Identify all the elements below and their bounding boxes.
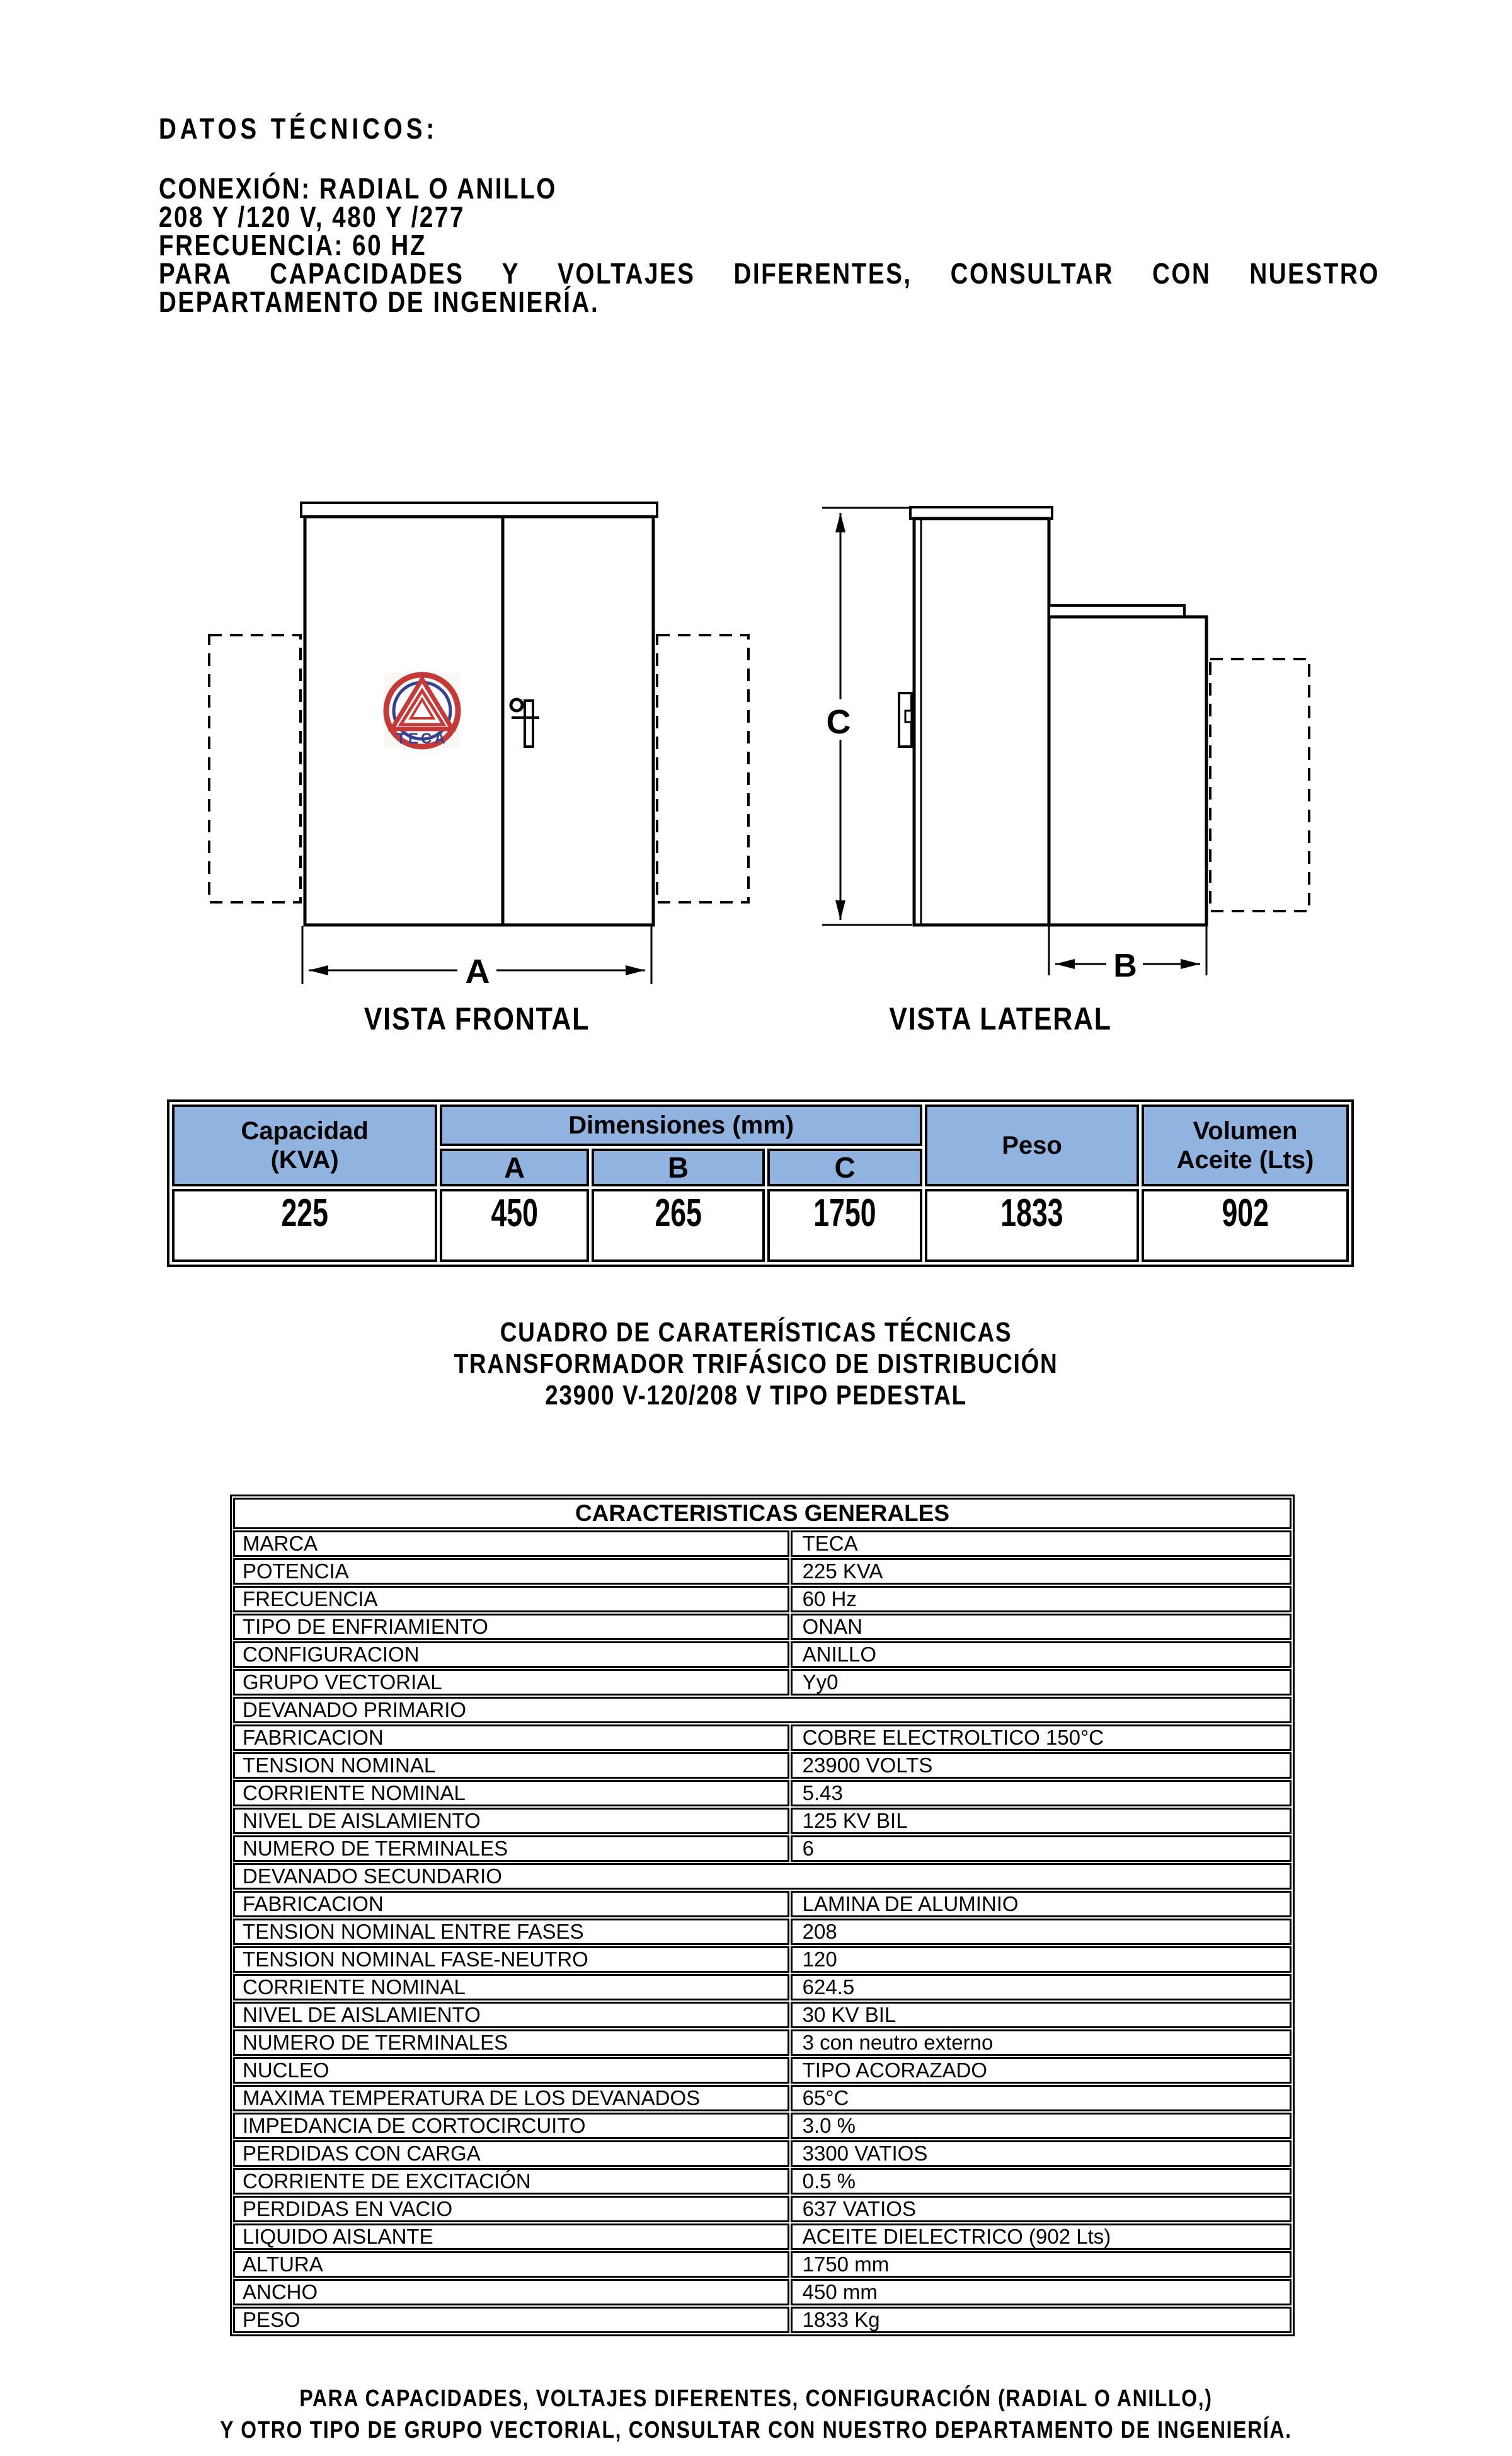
spec-value: TIPO ACORAZADO xyxy=(791,2057,1292,2084)
spec-row xyxy=(233,1669,1292,1696)
spec-value: 450 mm xyxy=(791,2279,1292,2305)
spec-label: NIVEL DE AISLAMIENTO xyxy=(233,2002,789,2028)
spec-label: TENSION NOMINAL ENTRE FASES xyxy=(233,1919,789,1945)
spec-value: 65°C xyxy=(791,2085,1292,2111)
spec-row xyxy=(233,1835,1292,1862)
dimension-a-label: A xyxy=(465,953,490,990)
spec-row xyxy=(233,2224,1292,2250)
spec-value: 120 xyxy=(791,1946,1292,1973)
spec-value: 0.5 % xyxy=(791,2168,1292,2195)
characteristics-title-row xyxy=(233,1498,1292,1529)
technical-notes xyxy=(159,112,1380,318)
spec-row xyxy=(233,1530,1292,1557)
spec-row xyxy=(233,2113,1292,2139)
spec-label: PERDIDAS CON CARGA xyxy=(233,2140,789,2167)
spec-row xyxy=(233,1558,1292,1585)
spec-value: 3 con neutro externo xyxy=(791,2029,1292,2056)
spec-value: 208 xyxy=(791,1919,1292,1945)
side-tank-lid xyxy=(1049,605,1184,617)
spec-value: 1833 Kg xyxy=(791,2307,1292,2333)
heading-line-2: TRANSFORMADOR TRIFÁSICO DE DISTRIBUCIÓN xyxy=(454,1348,1058,1379)
spec-value: 624.5 xyxy=(791,1974,1292,2000)
side-door-handle xyxy=(899,693,912,747)
side-tank-body xyxy=(1049,617,1206,925)
spec-row xyxy=(233,2168,1292,2195)
dimensions-table xyxy=(167,1099,1354,1267)
spec-label: CORRIENTE NOMINAL xyxy=(233,1974,789,2000)
spec-label: MARCA xyxy=(233,1530,789,1557)
dimensions-header: Dimensiones (mm) xyxy=(440,1105,922,1146)
spec-value: 3.0 % xyxy=(791,2113,1292,2139)
spec-value: ANILLO xyxy=(791,1641,1292,1668)
spec-label: IMPEDANCIA DE CORTOCIRCUITO xyxy=(233,2113,789,2139)
spec-row xyxy=(233,1586,1292,1612)
spec-row xyxy=(233,2196,1292,2222)
spec-row xyxy=(233,1614,1292,1640)
spec-label: POTENCIA xyxy=(233,1558,789,1585)
spec-row xyxy=(233,1808,1292,1834)
spec-label: ALTURA xyxy=(233,2251,789,2278)
spec-label: TIPO DE ENFRIAMIENTO xyxy=(233,1614,789,1640)
spec-line-voltages: 208 Y /120 V, 480 Y /277 xyxy=(159,200,465,233)
teca-logo-text: TECA xyxy=(396,730,448,747)
spec-row xyxy=(233,2029,1292,2056)
heading-line-1: CUADRO DE CARATERÍSTICAS TÉCNICAS xyxy=(500,1317,1012,1348)
spec-value: 125 KV BIL xyxy=(791,1808,1292,1834)
spec-line-frecuencia: FRECUENCIA: 60 HZ xyxy=(159,229,427,261)
side-view-drawing xyxy=(821,507,1309,984)
dimension-a xyxy=(302,926,651,990)
spec-value: LAMINA DE ALUMINIO xyxy=(791,1891,1292,1917)
spec-label: LIQUIDO AISLANTE xyxy=(233,2224,789,2250)
front-cabinet-body xyxy=(305,517,653,925)
spec-value: Yy0 xyxy=(791,1669,1292,1696)
capacity-header: Capacidad (KVA) xyxy=(172,1105,437,1186)
spec-value: ONAN xyxy=(791,1614,1292,1640)
spec-label: FRECUENCIA xyxy=(233,1586,789,1612)
spec-row xyxy=(233,2279,1292,2305)
spec-row xyxy=(233,1724,1292,1751)
dim-a-header: A xyxy=(440,1149,589,1186)
spec-label: GRUPO VECTORIAL xyxy=(233,1669,789,1696)
datos-tecnicos-title: DATOS TÉCNICOS: xyxy=(159,112,438,145)
capacity-value-cell: 225 xyxy=(172,1189,437,1262)
spec-value: 30 KV BIL xyxy=(791,2002,1292,2028)
spec-line-conexion: CONEXIÓN: RADIAL O ANILLO xyxy=(159,172,557,205)
dim-c-value-cell: 1750 xyxy=(767,1189,922,1262)
spec-value: 60 Hz xyxy=(791,1586,1292,1612)
weight-value-cell: 1833 xyxy=(925,1189,1139,1262)
spec-label: MAXIMA TEMPERATURA DE LOS DEVANADOS xyxy=(233,2085,789,2111)
spec-label: NUCLEO xyxy=(233,2057,789,2084)
spec-value: ACEITE DIELECTRICO (902 Lts) xyxy=(791,2224,1292,2250)
spec-row xyxy=(233,1780,1292,1806)
front-view-caption: VISTA FRONTAL xyxy=(364,1001,590,1036)
characteristics-table xyxy=(230,1495,1295,2336)
front-cabinet-lid xyxy=(301,503,657,517)
oil-volume-header: Volumen Aceite (Lts) xyxy=(1142,1105,1349,1186)
dim-b-value-cell: 265 xyxy=(592,1189,765,1262)
spec-row xyxy=(233,2085,1292,2111)
spec-label: PESO xyxy=(233,2307,789,2333)
side-view-caption: VISTA LATERAL xyxy=(889,1001,1112,1036)
spec-label: NUMERO DE TERMINALES xyxy=(233,2029,789,2056)
section-label: DEVANADO PRIMARIO xyxy=(233,1697,1292,1723)
spec-label: TENSION NOMINAL xyxy=(233,1752,789,1779)
side-dashed-radiator xyxy=(1210,659,1309,911)
teca-logo xyxy=(384,673,460,749)
section-heading xyxy=(121,1317,1391,1411)
spec-row xyxy=(233,1641,1292,1668)
front-view-drawing xyxy=(209,503,748,990)
spec-label: FABRICACION xyxy=(233,1724,789,1751)
spec-label: CONFIGURACION xyxy=(233,1641,789,1668)
footer-line-2: Y OTRO TIPO DE GRUPO VECTORIAL, CONSULTAR CON NUESTRO DEPARTAMENTO DE INGENIERÍA. xyxy=(220,2417,1292,2443)
spec-label: NUMERO DE TERMINALES xyxy=(233,1835,789,1862)
spec-value: 225 KVA xyxy=(791,1558,1292,1585)
spec-value: 6 xyxy=(791,1835,1292,1862)
spec-value: 5.43 xyxy=(791,1780,1292,1806)
spec-row xyxy=(233,2140,1292,2167)
spec-row xyxy=(233,2002,1292,2028)
dim-a-value-cell: 450 xyxy=(440,1189,589,1262)
spec-label: TENSION NOMINAL FASE-NEUTRO xyxy=(233,1946,789,1973)
spec-row xyxy=(233,1919,1292,1945)
transformer-drawing xyxy=(189,479,1323,1046)
spec-row xyxy=(233,1974,1292,2000)
spec-row xyxy=(233,1891,1292,1917)
spec-value: 637 VATIOS xyxy=(791,2196,1292,2222)
spec-value: 3300 VATIOS xyxy=(791,2140,1292,2167)
oil-value-cell: 902 xyxy=(1142,1189,1349,1262)
section-row xyxy=(233,1863,1292,1890)
spec-row xyxy=(233,1752,1292,1779)
dimension-b xyxy=(1049,926,1206,984)
spec-label: PERDIDAS EN VACIO xyxy=(233,2196,789,2222)
spec-row xyxy=(233,2057,1292,2084)
spec-label: CORRIENTE NOMINAL xyxy=(233,1780,789,1806)
spec-value: COBRE ELECTROLTICO 150°C xyxy=(791,1724,1292,1751)
front-dashed-left-extension xyxy=(209,635,301,902)
weight-header: Peso xyxy=(925,1105,1139,1186)
spec-label: FABRICACION xyxy=(233,1891,789,1917)
front-dashed-right-extension xyxy=(657,635,748,902)
dimensions-value-row xyxy=(172,1189,1349,1262)
spec-row xyxy=(233,1946,1292,1973)
spec-line-consultar: PARA CAPACIDADES Y VOLTAJES DIFERENTES, CONSULTAR CON NUESTRO xyxy=(159,257,1380,290)
spec-label: CORRIENTE DE EXCITACIÓN xyxy=(233,2168,789,2195)
heading-line-3: 23900 V-120/208 V TIPO PEDESTAL xyxy=(545,1380,967,1411)
dimensions-header-row xyxy=(172,1105,1349,1146)
section-row xyxy=(233,1697,1292,1723)
spec-label: NIVEL DE AISLAMIENTO xyxy=(233,1808,789,1834)
side-cabinet-body xyxy=(914,519,1049,925)
spec-value: 1750 mm xyxy=(791,2251,1292,2278)
spec-value: TECA xyxy=(791,1530,1292,1557)
spec-row xyxy=(233,2251,1292,2278)
side-cabinet-lid xyxy=(910,507,1052,519)
dim-b-header: B xyxy=(592,1149,765,1186)
dim-c-header: C xyxy=(767,1149,922,1186)
spec-row xyxy=(233,2307,1292,2333)
dimension-b-label: B xyxy=(1113,948,1137,984)
spec-label: ANCHO xyxy=(233,2279,789,2305)
spec-line-departamento: DEPARTAMENTO DE INGENIERÍA. xyxy=(159,285,600,318)
footer-line-1: PARA CAPACIDADES, VOLTAJES DIFERENTES, CONFIGURACIÓN (RADIAL O ANILLO,) xyxy=(299,2385,1213,2412)
footer-note xyxy=(121,2383,1391,2446)
characteristics-title: CARACTERISTICAS GENERALES xyxy=(233,1498,1292,1529)
section-label: DEVANADO SECUNDARIO xyxy=(233,1863,1292,1890)
spec-value: 23900 VOLTS xyxy=(791,1752,1292,1779)
dimension-c-label: C xyxy=(826,703,851,741)
